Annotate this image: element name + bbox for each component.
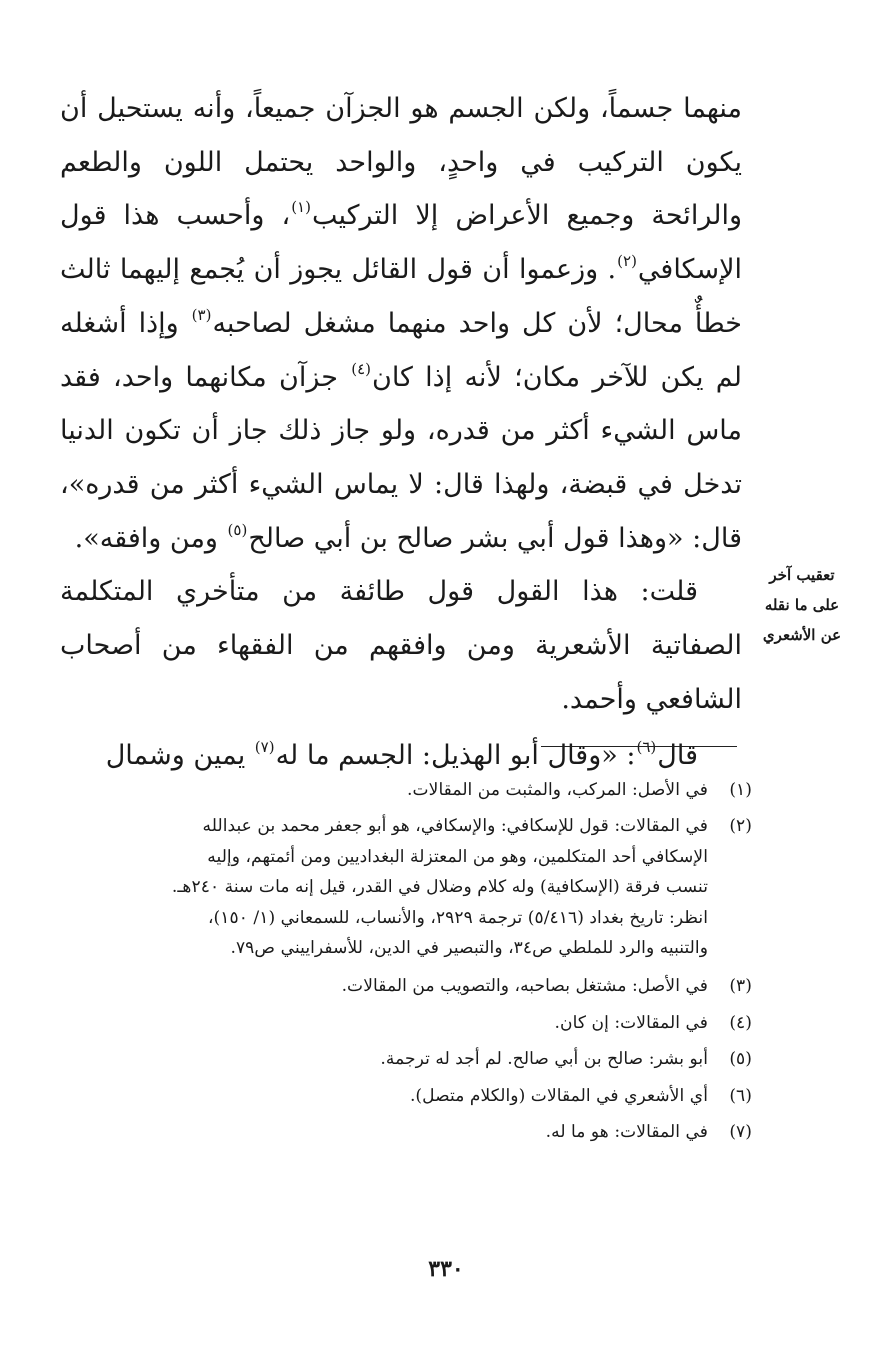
footnote-2 (64, 811, 752, 963)
text-run: ومن وافقه». (74, 522, 227, 554)
footnote-text: أي الأشعري في المقالات (والكلام متصل). (409, 1085, 708, 1106)
footnote-5 (64, 1044, 752, 1074)
text-run: . وزعموا أن قول القائل يجوز أن يُجمع إليهما ثالث خطأٌ محال؛ لأن كل واحد منهما مشغل لصاحبه (60, 254, 742, 339)
footnote-text: في الأصل: مشتغل بصاحبه، والتصويب من المقالات. (341, 976, 708, 997)
footnote-6 (64, 1081, 752, 1111)
footnote-text: في المقالات: هو ما له. (545, 1122, 708, 1143)
footnote-ref-2[interactable]: (٢) (617, 252, 637, 271)
footnote-line: والتنبيه والرد للملطي ص٣٤، والتبصير في الدين، للأسفراييني ص٧٩. (230, 938, 708, 959)
margin-note-line: على ما نقله (764, 596, 840, 614)
footnote-number: (٧) (729, 1122, 752, 1143)
footnote-number: (١) (729, 780, 752, 800)
footnote-line: تنسب فرقة (الإسكافية) وله كلام وضلال في القدر، قيل إنه مات سنة ٢٤٠هـ. (171, 877, 708, 898)
text-run: ، وأحسب هذا قول الإسكافي (60, 200, 742, 286)
footnote-number: (٤) (729, 1012, 752, 1033)
paragraph-commentary: قلت: هذا القول قول طائفة من متأخري المتكلمة الصفاتية الأشعرية ومن وافقهم من الفقهاء من أصحاب الشافعي وأحمد. (60, 576, 742, 715)
text-run: وإذا أشغله لم يكن للآخر مكان؛ لأنه إذا كان (60, 307, 742, 393)
text-run: يمين وشمال (105, 740, 254, 772)
footnote-1 (64, 775, 752, 805)
footnote-ref-7[interactable]: (٧) (254, 738, 275, 757)
footnote-4 (64, 1008, 752, 1038)
footnote-number: (٦) (729, 1085, 752, 1106)
text-run: منهما جسماً، ولكن الجسم هو الجزآن جميعاً، وأنه يستحيل أن يكون التركيب في واحدٍ، والواحد يحتمل اللون والطعم والرائحة وجميع الأعراض إلا التركيب (60, 93, 742, 232)
footnote-number: (٣) (729, 976, 752, 997)
footnote-ref-5[interactable]: (٥) (227, 520, 248, 539)
footnote-separator (541, 746, 737, 747)
footnotes (64, 775, 752, 1153)
footnote-7 (64, 1117, 752, 1147)
margin-note-line: تعقيب آخر (769, 566, 835, 584)
footnote-line: الإسكافي أحد المتكلمين، وهو من المعتزلة البغداديين ومن أئمتهم، وإليه (207, 846, 708, 867)
main-text (60, 82, 742, 783)
footnote-ref-1[interactable]: (١) (291, 198, 311, 217)
footnote-text: في الأصل: المركب، والمثبت من المقالات. (407, 780, 708, 800)
footnote-line: في المقالات: قول للإسكافي: والإسكافي، هو أبو جعفر محمد بن عبدالله (202, 816, 708, 837)
margin-note-line: عن الأشعري (762, 626, 842, 644)
footnote-ref-4[interactable]: (٤) (351, 359, 371, 378)
text-run: قال (657, 740, 698, 772)
paragraph-quote-continued (60, 82, 742, 565)
footnote-number: (٢) (729, 816, 752, 837)
footnote-ref-6[interactable]: (٦) (636, 738, 657, 757)
footnote-ref-3[interactable]: (٣) (191, 305, 212, 324)
footnote-line: انظر: تاريخ بغداد (٥/٤١٦) ترجمة ٢٩٢٩، والأنساب، للسمعاني (١/ ١٥٠)، (207, 907, 708, 928)
text-run: جزآن مكانهما واحد، فقد ماس الشيء أكثر من قدره، ولو جاز ذلك جاز أن تكون الدنيا تدخل في قبضة، ولهذا قال: لا يماس الشيء أكثر من قدره»، قال: «وهذا قول أبي بشر صالح بن أبي صالح (60, 361, 742, 554)
footnote-number: (٥) (729, 1049, 752, 1070)
footnote-text (64, 811, 708, 963)
footnote-text: في المقالات: إن كان. (554, 1012, 708, 1033)
page-number: ٣٣٠ (428, 1256, 464, 1282)
margin-note (752, 560, 852, 650)
footnote-text: أبو بشر: صالح بن أبي صالح. لم أجد له ترجمة. (380, 1049, 708, 1070)
footnote-3 (64, 971, 752, 1001)
text-run: : «وقال أبو الهذيل: الجسم ما له (275, 740, 636, 772)
